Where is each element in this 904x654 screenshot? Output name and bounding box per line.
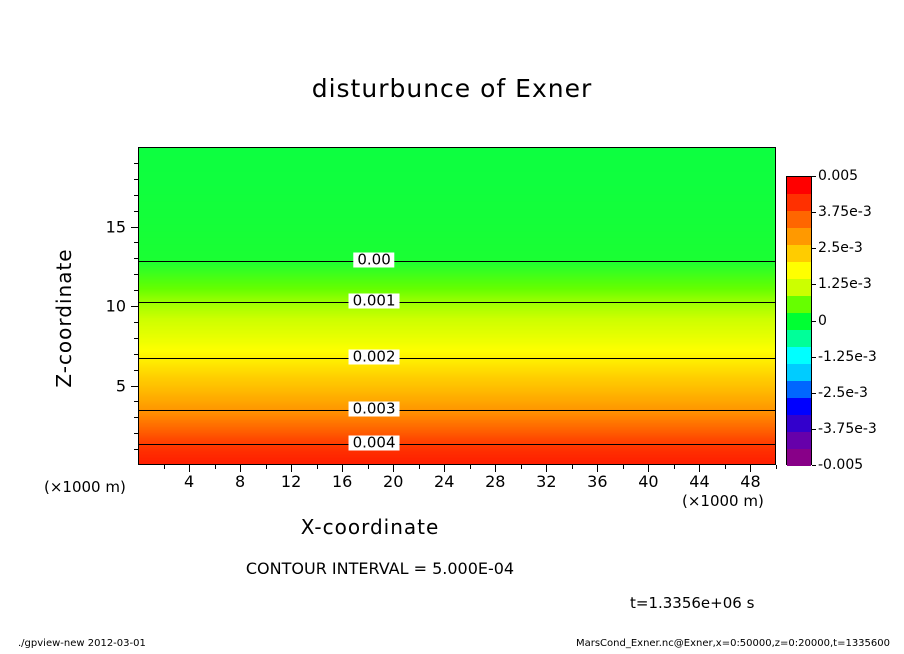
x-tick-minor bbox=[623, 465, 624, 469]
y-tick-minor bbox=[134, 179, 138, 180]
colorbar-tick bbox=[812, 357, 816, 358]
y-tick bbox=[131, 386, 138, 387]
x-tick bbox=[393, 465, 394, 472]
x-tick-label: 40 bbox=[638, 472, 659, 491]
x-tick bbox=[648, 465, 649, 472]
colorbar-tick-label: -2.5e-3 bbox=[818, 384, 868, 401]
colorbar-tick bbox=[812, 465, 816, 466]
x-tick bbox=[750, 465, 751, 472]
contour-line bbox=[139, 358, 775, 359]
y-tick-label: 10 bbox=[105, 296, 126, 316]
colorbar-tick-label: -3.75e-3 bbox=[818, 420, 877, 437]
colorbar-tick-label: 0 bbox=[818, 312, 827, 329]
y-tick-minor bbox=[134, 401, 138, 402]
y-tick-minor bbox=[134, 449, 138, 450]
x-tick-minor bbox=[674, 465, 675, 469]
contour-label: 0.003 bbox=[349, 402, 400, 417]
colorbar-segment bbox=[787, 262, 811, 279]
x-tick bbox=[546, 465, 547, 472]
y-tick-minor bbox=[134, 195, 138, 196]
colorbar-segment bbox=[787, 245, 811, 262]
x-tick-label: 44 bbox=[689, 472, 710, 491]
colorbar-tick bbox=[812, 429, 816, 430]
colorbar-segment bbox=[787, 415, 811, 432]
colorbar-segment bbox=[787, 381, 811, 398]
contour-label: 0.002 bbox=[349, 349, 400, 364]
colorbar-segment bbox=[787, 279, 811, 296]
footer-left-text: ./gpview-new 2012-03-01 bbox=[18, 638, 146, 649]
x-tick-label: 16 bbox=[331, 472, 353, 491]
x-tick bbox=[240, 465, 241, 472]
x-tick-label: 36 bbox=[587, 472, 608, 491]
y-tick-label: 5 bbox=[115, 376, 126, 395]
y-tick-label: 15 bbox=[105, 217, 126, 236]
y-tick-minor bbox=[134, 274, 138, 275]
colorbar-segment bbox=[787, 347, 811, 364]
y-tick-minor bbox=[134, 433, 138, 434]
contour-label: 0.001 bbox=[349, 294, 400, 309]
colorbar-segment bbox=[787, 177, 811, 194]
colorbar-tick bbox=[812, 321, 816, 322]
x-axis-label: X-coordinate bbox=[300, 515, 440, 539]
x-tick-label: 28 bbox=[485, 472, 506, 491]
x-tick-minor bbox=[317, 465, 318, 469]
contour-label: 0.004 bbox=[349, 435, 400, 450]
x-tick-minor bbox=[419, 465, 420, 469]
x-tick bbox=[189, 465, 190, 472]
y-tick-minor bbox=[134, 322, 138, 323]
colorbar-segment bbox=[787, 432, 811, 449]
colorbar-tick bbox=[812, 176, 816, 177]
x-tick-label: 48 bbox=[740, 472, 761, 491]
contour-interval-note: CONTOUR INTERVAL = 5.000E-04 bbox=[245, 559, 515, 578]
x-tick-minor bbox=[470, 465, 471, 469]
y-tick-minor bbox=[134, 370, 138, 371]
colorbar-segment bbox=[787, 398, 811, 415]
y-tick-minor bbox=[134, 417, 138, 418]
colorbar-tick-label: 2.5e-3 bbox=[818, 240, 863, 257]
x-tick bbox=[597, 465, 598, 472]
x-tick-label: 32 bbox=[536, 472, 557, 491]
colorbar-segment bbox=[787, 228, 811, 245]
x-tick-minor bbox=[368, 465, 369, 469]
x-tick-minor bbox=[215, 465, 216, 469]
contour-line bbox=[139, 410, 775, 411]
y-tick-minor bbox=[134, 242, 138, 243]
colorbar-tick-label: 3.75e-3 bbox=[818, 204, 872, 221]
y-tick-minor bbox=[134, 290, 138, 291]
x-tick-minor bbox=[521, 465, 522, 469]
x-tick-minor bbox=[776, 465, 777, 469]
page-title: disturbunce of Exner bbox=[311, 74, 593, 103]
x-tick-label: 12 bbox=[280, 472, 302, 491]
x-tick bbox=[495, 465, 496, 472]
colorbar-segment bbox=[787, 211, 811, 228]
colorbar-tick bbox=[812, 248, 816, 249]
x-tick-minor bbox=[572, 465, 573, 469]
x-tick-minor bbox=[164, 465, 165, 469]
x-tick-label: 20 bbox=[383, 472, 404, 491]
colorbar-segment bbox=[787, 330, 811, 347]
x-tick-label: 8 bbox=[234, 472, 246, 491]
x-tick-minor bbox=[266, 465, 267, 469]
x-tick bbox=[699, 465, 700, 472]
x-tick bbox=[291, 465, 292, 472]
x-tick bbox=[342, 465, 343, 472]
colorbar-segment bbox=[787, 296, 811, 313]
colorbar-tick-label: 1.25e-3 bbox=[818, 276, 872, 293]
time-stamp: t=1.3356e+06 s bbox=[630, 594, 755, 612]
colorbar-segment bbox=[787, 449, 811, 466]
contour-line bbox=[139, 261, 775, 262]
z-units-label: (×1000 m) bbox=[44, 478, 126, 496]
colorbar-segment bbox=[787, 313, 811, 330]
y-tick-minor bbox=[134, 354, 138, 355]
colorbar-tick-label: 0.005 bbox=[818, 168, 859, 184]
colorbar bbox=[786, 176, 812, 465]
colorbar-segment bbox=[787, 364, 811, 381]
footer-right-text: MarsCond_Exner.nc@Exner,x=0:50000,z=0:20000,t=1335600 bbox=[575, 638, 890, 649]
y-tick-minor bbox=[134, 338, 138, 339]
contour-fill-canvas bbox=[139, 148, 775, 464]
y-tick-minor bbox=[134, 211, 138, 212]
y-tick-minor bbox=[134, 163, 138, 164]
x-tick-label: 24 bbox=[434, 472, 455, 491]
colorbar-segment bbox=[787, 194, 811, 211]
x-tick-minor bbox=[725, 465, 726, 469]
contour-line bbox=[139, 444, 775, 445]
colorbar-tick-label: -1.25e-3 bbox=[818, 348, 877, 365]
plot-area bbox=[138, 147, 776, 465]
colorbar-tick-label: -0.005 bbox=[818, 457, 864, 473]
y-tick bbox=[131, 306, 138, 307]
x-tick bbox=[444, 465, 445, 472]
colorbar-tick bbox=[812, 393, 816, 394]
y-tick bbox=[131, 227, 138, 228]
contour-line bbox=[139, 302, 775, 303]
contour-label: 0.00 bbox=[353, 252, 394, 267]
colorbar-tick bbox=[812, 212, 816, 213]
y-tick-minor bbox=[134, 258, 138, 259]
x-tick-label: 4 bbox=[183, 472, 195, 491]
colorbar-tick bbox=[812, 284, 816, 285]
x-units-label: (×1000 m) bbox=[682, 492, 764, 510]
y-axis-label: Z-coordinate bbox=[52, 248, 76, 388]
